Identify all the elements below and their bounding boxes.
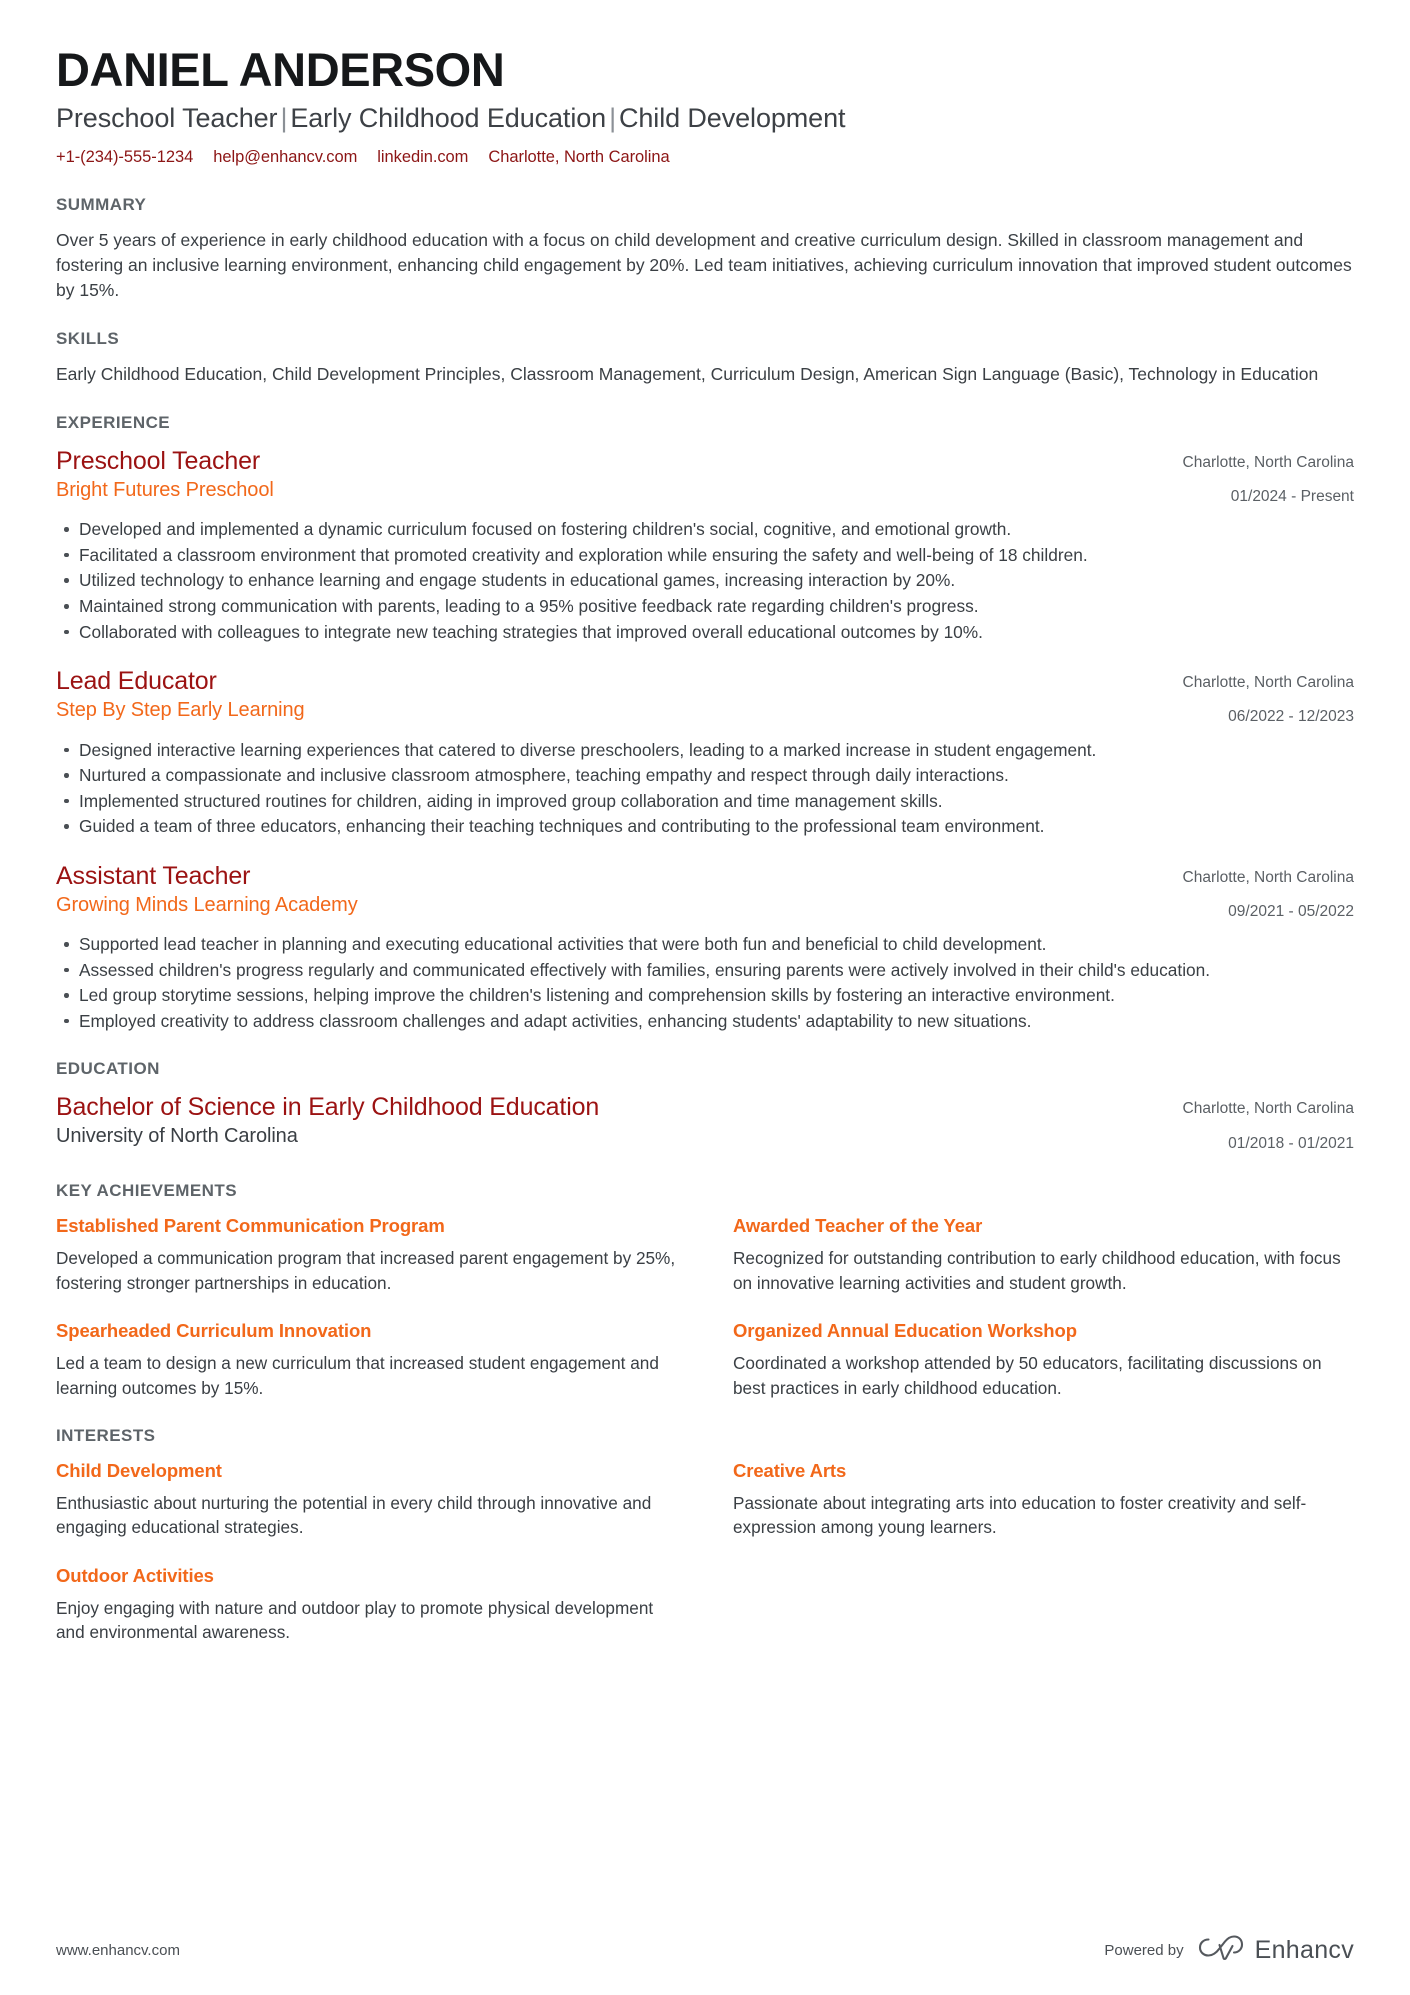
experience-entry-right [1183, 861, 1354, 924]
page-footer [56, 1934, 1354, 1967]
section-experience [56, 413, 1354, 1034]
powered-by-label: Powered by [1104, 1942, 1184, 1959]
interest-desc: Passionate about integrating arts into education to foster creativity and self-expression among young learners. [733, 1493, 1307, 1538]
job-location: Charlotte, North Carolina [1182, 674, 1354, 692]
achievement-card [56, 1214, 677, 1295]
section-skills [56, 329, 1354, 387]
education-entry-right [1183, 1092, 1354, 1155]
experience-entry [56, 861, 1354, 1034]
school-location: Charlotte, North Carolina [1182, 1100, 1354, 1118]
headline-separator-1: | [280, 102, 288, 133]
job-title: Assistant Teacher [56, 861, 251, 890]
interest-desc: Enthusiastic about nurturing the potential in every child through innovative and engaging educational strategies. [56, 1493, 652, 1538]
degree-title: Bachelor of Science in Early Childhood Education [56, 1093, 600, 1122]
achievement-title: Spearheaded Curriculum Innovation [56, 1319, 372, 1341]
interest-card [733, 1459, 1354, 1540]
job-bullets [56, 517, 1354, 644]
interest-title: Creative Arts [733, 1459, 847, 1481]
job-bullet: Employed creativity to address classroom challenges and adapt activities, enhancing students' adaptability to new situations. [56, 1009, 1354, 1034]
interest-card [56, 1459, 677, 1540]
experience-entry-header [56, 446, 1354, 509]
contact-location: Charlotte, North Carolina [488, 148, 670, 167]
job-title: Lead Educator [56, 667, 217, 696]
education-entry-left [56, 1092, 1183, 1149]
company-name: Bright Futures Preschool [56, 478, 274, 501]
candidate-name: DANIEL ANDERSON [56, 43, 505, 96]
section-interests [56, 1426, 1354, 1645]
enhancv-brand [1198, 1934, 1354, 1967]
achievement-card [733, 1319, 1354, 1400]
summary-text: Over 5 years of experience in early childhood education with a focus on child development and creative curriculum design. Skilled in classroom management and fostering an inclusive learning environment, enhancing child engagement by 20%. Led team initiatives, achieving curriculum innovation that improved student outcomes by 15%. [56, 229, 1352, 300]
job-dates: 09/2021 - 05/2022 [1228, 903, 1354, 921]
headline-part-2: Early Childhood Education [290, 102, 607, 133]
interest-desc: Enjoy engaging with nature and outdoor play to promote physical development and environmental awareness. [56, 1598, 654, 1643]
resume-header [56, 44, 1354, 169]
achievement-desc: Coordinated a workshop attended by 50 educators, facilitating discussions on best practices in early childhood education. [733, 1353, 1322, 1398]
education-entry [56, 1092, 1354, 1155]
job-bullets [56, 932, 1354, 1033]
section-title-key-achievements: KEY ACHIEVEMENTS [56, 1180, 238, 1200]
company-name: Step By Step Early Learning [56, 699, 305, 722]
company-name: Growing Minds Learning Academy [56, 893, 358, 916]
interests-grid [56, 1459, 1354, 1645]
job-bullet: Supported lead teacher in planning and executing educational activities that were both fun and beneficial to child development. [56, 932, 1354, 957]
enhancv-logo-icon [1198, 1934, 1244, 1967]
experience-entry-right [1183, 666, 1354, 729]
experience-entry-header [56, 666, 1354, 729]
section-title-experience: EXPERIENCE [56, 412, 171, 432]
section-key-achievements [56, 1181, 1354, 1400]
job-title: Preschool Teacher [56, 446, 261, 475]
achievement-card [56, 1319, 677, 1400]
job-location: Charlotte, North Carolina [1182, 868, 1354, 886]
job-bullet: Collaborated with colleagues to integrate new teaching strategies that improved overall educational outcomes by 10%. [56, 620, 1354, 645]
experience-entry-left [56, 666, 1183, 723]
contact-phone: +1-(234)-555-1234 [56, 148, 194, 167]
school-dates: 01/2018 - 01/2021 [1228, 1134, 1354, 1152]
key-achievements-grid [56, 1214, 1354, 1400]
job-dates: 06/2022 - 12/2023 [1228, 708, 1354, 726]
education-entry-header [56, 1092, 1354, 1155]
section-title-skills: SKILLS [56, 328, 120, 348]
school-name: University of North Carolina [56, 1125, 298, 1148]
experience-entry-right [1183, 446, 1354, 509]
headline-separator-2: | [609, 102, 616, 133]
achievement-title: Awarded Teacher of the Year [733, 1214, 983, 1236]
job-bullet: Maintained strong communication with parents, leading to a 95% positive feedback rate regarding children's progress. [56, 594, 1354, 619]
job-bullet: Implemented structured routines for children, aiding in improved group collaboration and time management skills. [56, 789, 1354, 814]
experience-entry-header [56, 861, 1354, 924]
job-bullet: Guided a team of three educators, enhancing their teaching techniques and contributing to the professional team environment. [56, 814, 1354, 839]
section-education [56, 1059, 1354, 1155]
section-title-education: EDUCATION [56, 1059, 160, 1079]
experience-entry-left [56, 861, 1183, 918]
section-title-summary: SUMMARY [56, 194, 147, 214]
job-bullets [56, 738, 1354, 839]
job-bullet: Designed interactive learning experiences that catered to diverse preschoolers, leading to a marked increase in student engagement. [56, 738, 1354, 763]
achievement-desc: Led a team to design a new curriculum that increased student engagement and learning outcomes by 15%. [56, 1353, 659, 1398]
footer-branding [1104, 1934, 1354, 1967]
achievement-card [733, 1214, 1354, 1295]
job-dates: 01/2024 - Present [1230, 488, 1354, 506]
section-title-interests: INTERESTS [56, 1425, 156, 1445]
job-bullet: Assessed children's progress regularly and communicated effectively with families, ensuring parents were actively involved in their child's education. [56, 958, 1354, 983]
headline-part-1: Preschool Teacher [56, 102, 278, 133]
skills-text: Early Childhood Education, Child Development Principles, Classroom Management, Curriculum Design, American Sign Language (Basic), Technology in Education [56, 363, 1319, 384]
achievement-desc: Developed a communication program that increased parent engagement by 25%, fostering stronger partnerships in education. [56, 1248, 676, 1293]
job-bullet: Nurtured a compassionate and inclusive classroom atmosphere, teaching empathy and respect through daily interactions. [56, 763, 1354, 788]
section-summary [56, 195, 1354, 303]
experience-entry [56, 666, 1354, 839]
contact-linkedin[interactable]: linkedin.com [377, 148, 469, 167]
enhancv-wordmark: Enhancv [1254, 1936, 1354, 1964]
candidate-headline [56, 102, 1354, 136]
job-bullet: Developed and implemented a dynamic curriculum focused on fostering children's social, cognitive, and emotional growth. [56, 517, 1354, 542]
interest-title: Outdoor Activities [56, 1564, 214, 1586]
experience-entry-left [56, 446, 1183, 503]
job-bullet: Facilitated a classroom environment that promoted creativity and exploration while ensuring the safety and well-being of 18 children. [56, 543, 1354, 568]
job-location: Charlotte, North Carolina [1182, 453, 1354, 471]
achievement-title: Established Parent Communication Program [56, 1214, 445, 1236]
job-bullet: Utilized technology to enhance learning and engage students in educational games, increasing interaction by 20%. [56, 568, 1354, 593]
footer-url[interactable]: www.enhancv.com [56, 1942, 180, 1959]
contact-email[interactable]: help@enhancv.com [213, 148, 358, 167]
achievement-desc: Recognized for outstanding contribution to early childhood education, with focus on innovative learning activities and student growth. [733, 1248, 1341, 1293]
experience-entry [56, 446, 1354, 644]
achievement-title: Organized Annual Education Workshop [733, 1319, 1077, 1341]
interest-title: Child Development [56, 1459, 222, 1481]
contact-line [56, 147, 1354, 168]
headline-part-3: Child Development [618, 102, 846, 133]
job-bullet: Led group storytime sessions, helping improve the children's listening and comprehension skills by fostering an interactive environment. [56, 983, 1354, 1008]
interest-card [56, 1564, 677, 1645]
